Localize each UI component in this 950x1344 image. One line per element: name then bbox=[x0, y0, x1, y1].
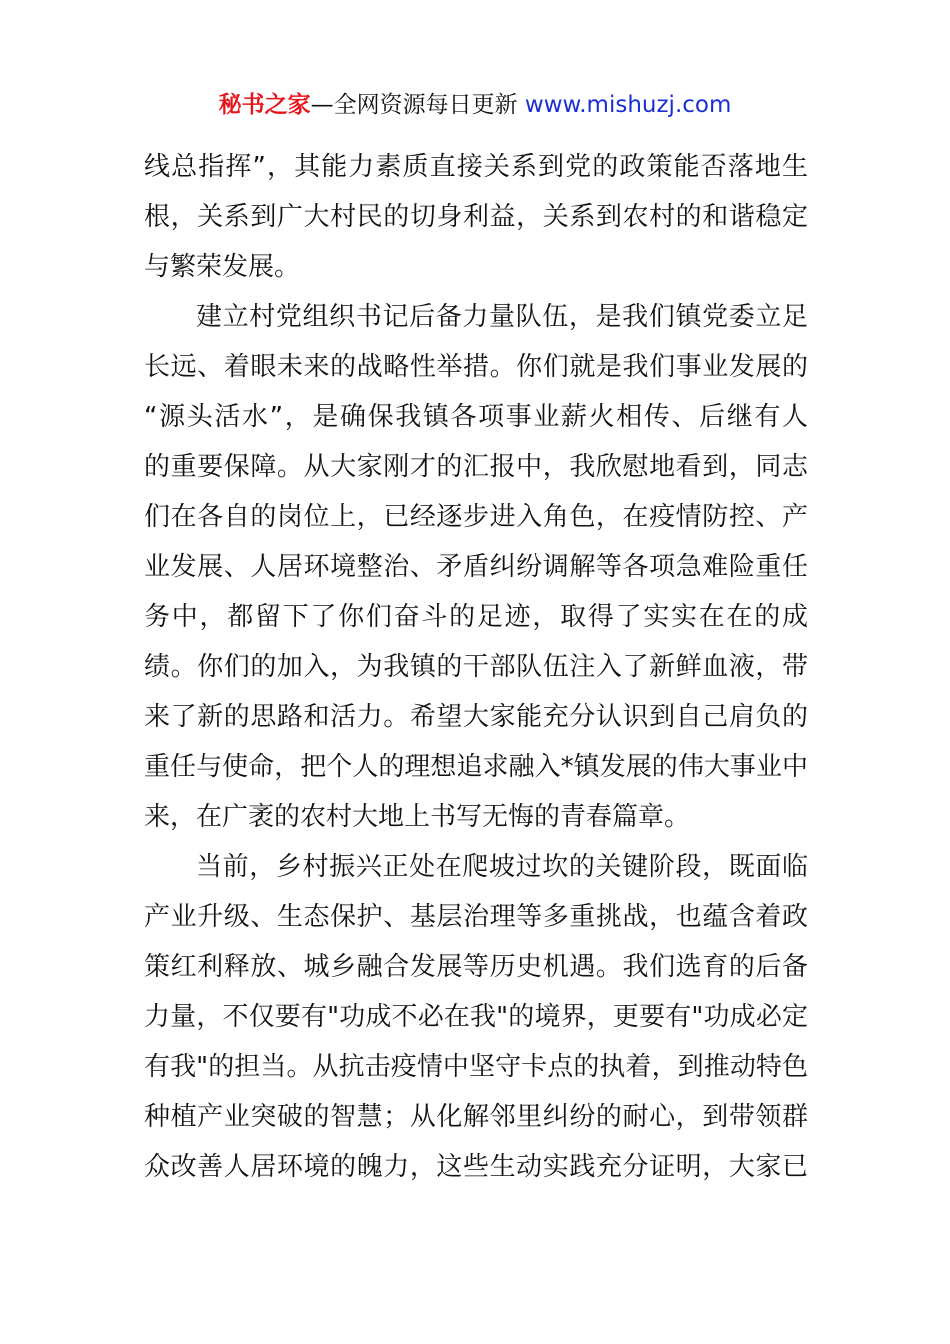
text-line: 力量，不仅要有"功成不必在我"的境界，更要有"功成必定 bbox=[144, 1002, 808, 1032]
text-line: 们在各自的岗位上，已经逐步进入角色，在疫情防控、产 bbox=[144, 502, 808, 532]
text-line: 种植产业突破的智慧；从化解邻里纠纷的耐心，到带领群 bbox=[144, 1102, 808, 1132]
site-url-link[interactable]: www.mishuzj.com bbox=[524, 92, 732, 118]
text-line: 务中，都留下了你们奋斗的足迹，取得了实实在在的成 bbox=[144, 602, 808, 632]
site-header bbox=[0, 88, 950, 122]
text-line: 与繁荣发展。 bbox=[144, 252, 301, 282]
text-line: 当前，乡村振兴正处在爬坡过坎的关键阶段，既面临 bbox=[196, 852, 808, 882]
text-line: 策红利释放、城乡融合发展等历史机遇。我们选育的后备 bbox=[144, 952, 808, 982]
text-line: 产业升级、生态保护、基层治理等多重挑战，也蕴含着政 bbox=[144, 902, 808, 932]
document-body bbox=[144, 142, 808, 1192]
text-line: 众改善人居环境的魄力，这些生动实践充分证明，大家已 bbox=[144, 1152, 808, 1182]
text-line: 来，在广袤的农村大地上书写无悔的青春篇章。 bbox=[144, 802, 691, 832]
text-line: 长远、着眼未来的战略性举措。你们就是我们事业发展的 bbox=[144, 352, 808, 382]
text-line: 来了新的思路和活力。希望大家能充分认识到自己肩负的 bbox=[144, 702, 808, 732]
text-line: 建立村党组织书记后备力量队伍，是我们镇党委立足 bbox=[196, 302, 808, 332]
text-line: 绩。你们的加入，为我镇的干部队伍注入了新鲜血液，带 bbox=[144, 652, 808, 682]
site-brand: 秘书之家 bbox=[218, 92, 311, 118]
text-line: 的重要保障。从大家刚才的汇报中，我欣慰地看到，同志 bbox=[144, 452, 808, 482]
site-tagline: —全网资源每日更新 bbox=[310, 92, 525, 118]
text-line: “源头活水”，是确保我镇各项事业薪火相传、后继有人 bbox=[144, 402, 808, 432]
text-line: 业发展、人居环境整治、矛盾纠纷调解等各项急难险重任 bbox=[144, 552, 808, 582]
text-line: 重任与使命，把个人的理想追求融入*镇发展的伟大事业中 bbox=[144, 752, 808, 782]
text-line: 有我"的担当。从抗击疫情中坚守卡点的执着，到推动特色 bbox=[144, 1052, 808, 1082]
text-line: 线总指挥”，其能力素质直接关系到党的政策能否落地生 bbox=[144, 152, 808, 182]
text-line: 根，关系到广大村民的切身利益，关系到农村的和谐稳定 bbox=[144, 202, 808, 232]
